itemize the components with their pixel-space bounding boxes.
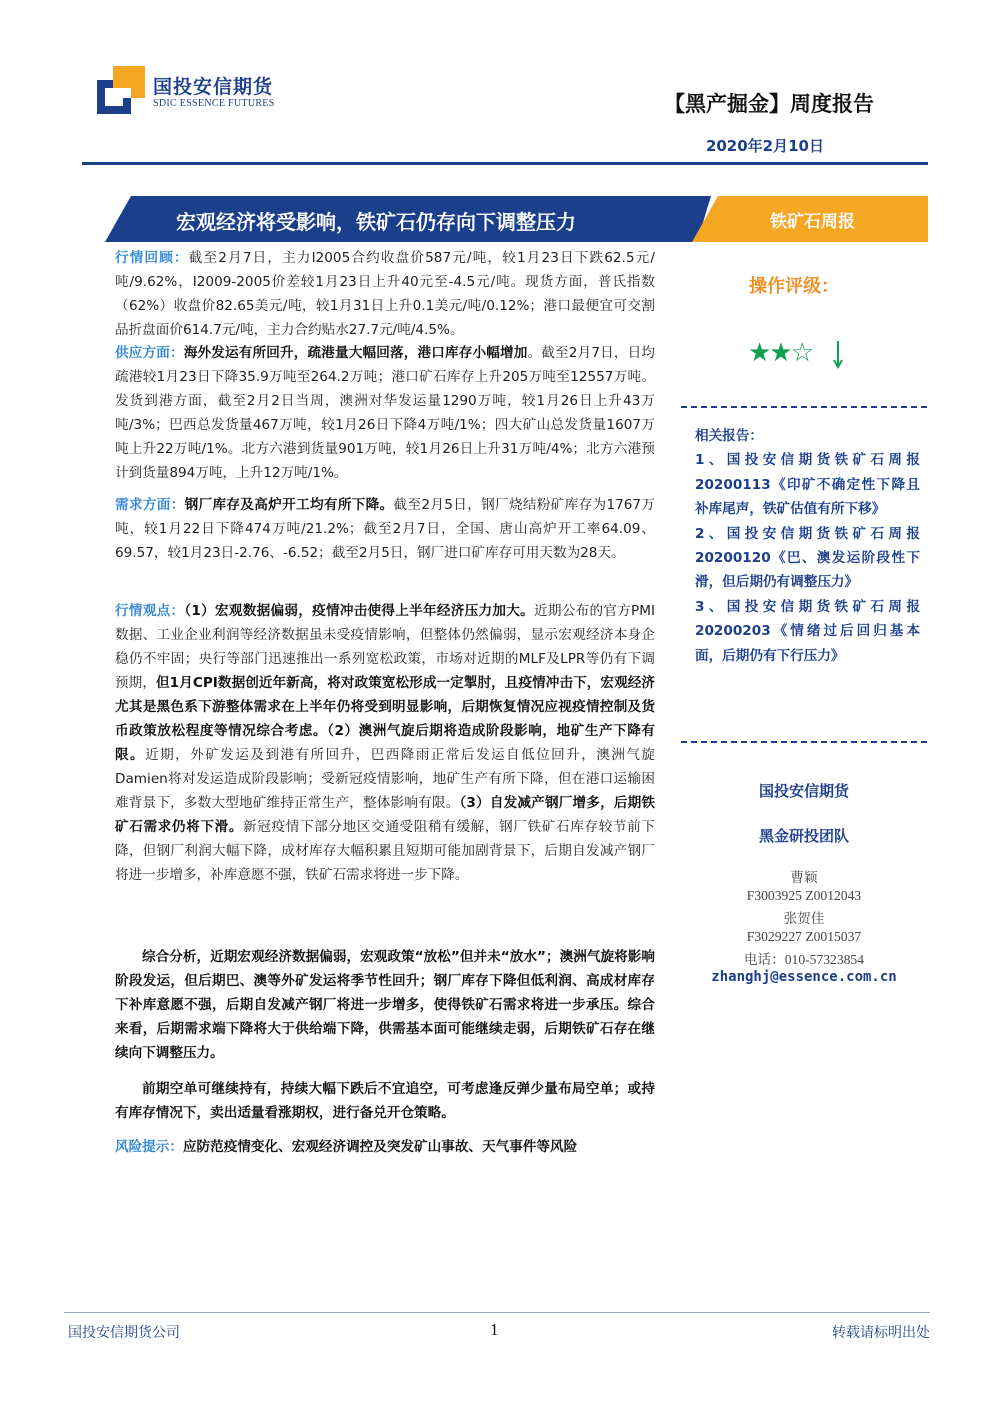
market-review-label: 行情回顾： [115,250,189,266]
view-point-2: 但1月CPI数据创近年新高，将对政策宽松形成一定掣肘，且疫情冲击下，宏观经济尤其是黑色系下游整体需求在上半年仍将受到明显影响，后期恢复情况应视疫情控制及货币政策放松程度等情况综合考虑。（2）澳洲气旋后期将造成阶段影响，地矿生产下降有限。 [115,675,656,763]
headline-title: 宏观经济将受影响，铁矿石仍存向下调整压力 [176,210,576,234]
report-type-label: 铁矿石周报 [770,212,855,232]
contact-team: 黑金研投团队 [758,827,849,845]
risk-section [115,1135,655,1159]
market-review-text: 截至2月7日，主力I2005合约收盘价587元/吨，较1月23日下跌62.5元/吨/9.62%，I2009-2005价差较1月23日上升40元至-4.5元/吨。现货方面，普氏指数（62%）收盘价82.65美元/吨，较1月31日上升0.1美元/吨/0.12%；港口最便宜可交割品折盘面价614.7元/吨，主力合约贴水27.7元/吨/4.5%。 [115,250,655,338]
analyst-2-name: 张贺佳 [783,911,825,926]
market-view-label: 行情观点： [115,603,185,619]
view-text-3: 新冠疫情下部分地区交通受阻稍有缓解，钢厂铁矿石库存较节前下降，但钢厂利润大幅下降，成材库存大幅积累且短期可能加剧背景下，后期自发减产钢厂将进一步增多，补库意愿不强，铁矿石需求将进一步下降。 [115,819,655,883]
footer-notice: 转载请标明出处 [832,1325,930,1341]
rating-label: 操作评级： [749,276,839,297]
risk-text: 应防范疫情变化、宏观经济调控及突发矿山事故、天气事件等风险 [182,1139,578,1155]
contact-email-link[interactable]: zhanghj@essence.com.cn [711,969,897,985]
related-report-item-1[interactable]: 1、国投安信期货铁矿石周报20200113《印矿不确定性下降且补库尾声，铁矿估值有所下移》 [695,452,920,518]
star-filled-icon: ★★ [748,338,791,368]
analyst-2-license: F3029227 Z0015037 [746,929,862,944]
demand-section [115,493,655,565]
market-review-section [115,246,655,342]
logo-text-en: SDIC ESSENCE FUTURES [153,98,275,109]
footer-company: 国投安信期货公司 [68,1325,180,1341]
sidebar-divider-bottom [681,741,927,743]
related-reports-title: 相关报告： [695,428,763,444]
analyst-1-name: 曹颖 [790,870,818,885]
risk-label: 风险提示： [115,1139,183,1155]
page-number: 1 [490,1320,499,1339]
demand-text: 截至2月5日，钢厂烧结粉矿库存为1767万吨，较1月22日下降474万吨/21.2%；截至2月7日，全国、唐山高炉开工率64.09、69.57，较1月23日-2.76、-6.52；截至2月5日，钢厂进口矿库存可用天数为28天。 [115,497,656,561]
demand-label: 需求方面： [115,497,185,513]
contact-company: 国投安信期货 [758,782,849,800]
report-title: 【黑产掘金】周度报告 [664,92,874,116]
view-point-3: （3）自发减产钢厂增多，后期铁矿石需求仍将下滑。 [115,795,655,835]
company-logo [97,66,297,118]
view-text-1: 近期公布的官方PMI数据、工业企业利润等经济数据虽未受疫情影响，但整体仍然偏弱，显示宏观经济本身企稳仍不牢固；央行等部门迅速推出一系列宽松政策，市场对近期的MLF及LPR等仍有下调预期， [115,603,655,691]
related-report-item-2[interactable]: 2、国投安信期货铁矿石周报20200120《巴、澳发运阶段性下滑，但后期仍有调整压力》 [695,525,920,591]
trend-down-arrow-icon [833,341,843,369]
supply-text: 。截至2月7日，日均疏港较1月23日下降35.9万吨至264.2万吨；港口矿石库存上升205万吨至12557万吨。发货到港方面，截至2月2日当周，澳洲对华发运量1290万吨，较1月26日上升43万吨/3%；巴西总发货量467万吨，较1月26日下降4万吨/1%；四大矿山总发货量1607万吨上升22万吨/1%。北方六港到货量901万吨，较1月26日上升31万吨/4%；北方六港预计到货量894万吨，上升12万吨/1%。 [115,345,656,481]
analyst-1-license: F3003925 Z0012043 [746,888,862,903]
view-point-1: （1）宏观数据偏弱，疫情冲击使得上半年经济压力加大。 [184,603,534,619]
summary-paragraph: 综合分析，近期宏观经济数据偏弱，宏观政策“放松”但并未“放水”；澳洲气旋将影响阶段发运，但后期巴、澳等外矿发运将季节性回升；钢厂库存下降但低利润、高成材库存下补库意愿不强，后期自发减产钢厂将进一步增多，使得铁矿石需求将进一步承压。综合来看，后期需求端下降将大于供给端下降，供需基本面可能继续走弱，后期铁矿石存在继续向下调整压力。 [115,949,655,1061]
market-view-section [115,599,655,887]
sidebar-divider-top [681,406,927,408]
supply-headline: 海外发运有所回升，疏港量大幅回落，港口库存小幅增加 [183,345,528,361]
strategy-paragraph: 前期空单可继续持有，持续大幅下跌后不宜追空，可考虑逢反弹少量布局空单；或持有库存情况下，卖出适量看涨期权，进行备兑开仓策略。 [115,1081,655,1121]
report-date: 2020年2月10日 [705,137,824,155]
supply-label: 供应方面： [115,345,184,361]
related-report-item-3[interactable]: 3、国投安信期货铁矿石周报20200203《情绪过后回归基本面，后期仍有下行压力》 [695,598,920,664]
header-divider [82,162,928,165]
demand-headline: 钢厂库存及高炉开工均有所下降。 [184,497,394,513]
rating-stars [748,338,812,368]
related-reports [695,424,920,668]
contact-phone: 电话：010-57323854 [743,952,865,967]
logo-mark-icon [97,66,145,114]
logo-text-cn: 国投安信期货 [153,76,274,98]
view-text-2: 近期，外矿发运及到港有所回升，巴西降雨正常后发运自低位回升，澳洲气旋Damien将对发运造成阶段影响；受新冠疫情影响，地矿生产有所下降，但在港口运输困难背景下，多数大型地矿维持正常生产，整体影响有限。 [115,747,656,811]
supply-section [115,341,655,485]
star-empty-icon: ☆ [790,338,812,368]
footer-divider [64,1312,930,1313]
